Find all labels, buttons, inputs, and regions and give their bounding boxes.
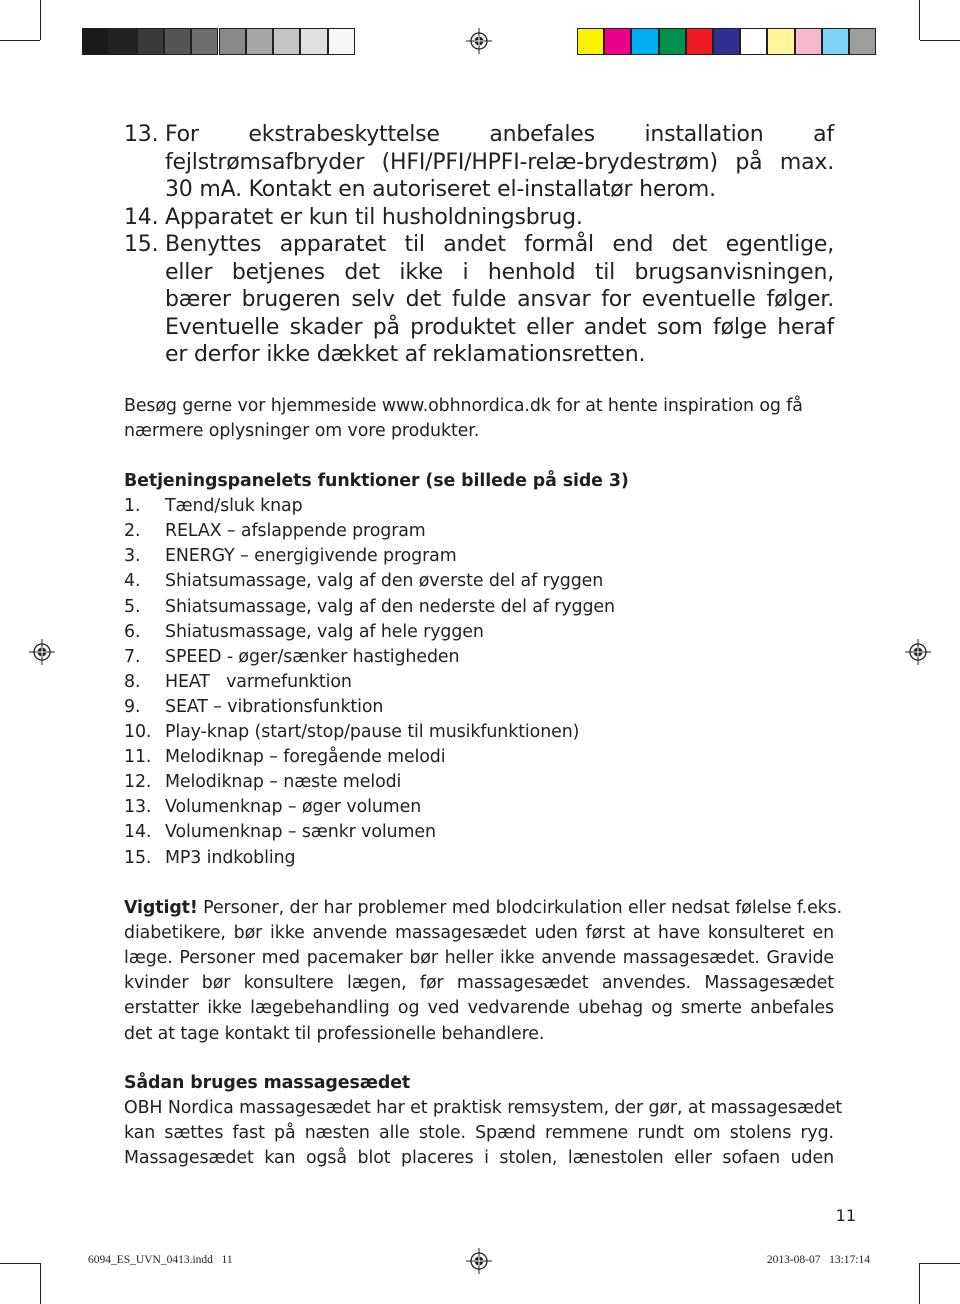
list-number: 10. xyxy=(124,722,152,742)
list-number: 7. xyxy=(124,646,141,667)
gray-swatch xyxy=(82,28,109,55)
crop-mark-top-right-v xyxy=(919,0,920,40)
gray-swatch xyxy=(246,28,273,55)
list-item-text: HEAT varmefunktion xyxy=(165,671,352,692)
list-item-text: Melodiknap – foregående melodi xyxy=(165,747,446,768)
color-swatch xyxy=(686,28,713,55)
color-swatch xyxy=(849,28,876,55)
visit-paragraph xyxy=(124,394,834,446)
list-number: 13. xyxy=(124,122,159,147)
list-item-text: Apparatet er kun til husholdningsbrug. xyxy=(165,204,583,230)
list-item-text: eller betjenes det ikke i henhold til brugsanvisningen, xyxy=(165,259,834,285)
list-item-text: Shiatsumassage, valg af den nederste del af ryggen xyxy=(165,596,615,617)
page-number: 11 xyxy=(835,1206,856,1225)
gray-swatch xyxy=(300,28,327,55)
list-number: 15. xyxy=(124,232,159,257)
crop-mark-bottom-left-v xyxy=(40,1263,41,1304)
list-number: 3. xyxy=(124,546,141,567)
list-item-text: Volumenknap – øger volumen xyxy=(165,797,422,818)
list-number: 13. xyxy=(124,797,152,818)
list-number: 2. xyxy=(124,521,141,542)
list-item-text: Benyttes apparatet til andet formål end det egentlige, xyxy=(165,232,834,257)
paragraph-line: læge. Personer med pacemaker bør heller ikke anvende massagesædet. Gravide xyxy=(124,948,834,969)
paragraph-line xyxy=(124,896,843,921)
color-swatch xyxy=(631,28,658,55)
list-number: 1. xyxy=(124,496,141,517)
registration-mark-icon xyxy=(466,1248,492,1274)
color-swatch xyxy=(713,28,740,55)
gray-swatch xyxy=(164,28,191,55)
gray-swatch xyxy=(219,28,246,55)
registration-mark-icon xyxy=(29,639,55,665)
color-swatch xyxy=(659,28,686,55)
list-item-text: Shiatsumassage, valg af den øverste del af ryggen xyxy=(165,571,604,592)
list-number: 5. xyxy=(124,596,141,617)
list-item-text: Eventuelle skader på produktet eller andet som følge heraf xyxy=(165,314,834,340)
paragraph-line: kvinder bør konsultere lægen, før massagesædet anvendes. Massagesædet xyxy=(124,973,834,994)
crop-mark-bottom-right-v xyxy=(919,1263,920,1304)
gray-swatch xyxy=(109,28,136,55)
usage-section xyxy=(124,1071,843,1173)
warnings-list xyxy=(124,121,834,371)
list-number: 12. xyxy=(124,772,152,793)
color-swatch xyxy=(604,28,631,55)
list-number: 11. xyxy=(124,747,152,768)
list-number: 15. xyxy=(124,847,152,868)
paragraph-line: diabetikere, bør ikke anvende massagesædet uden først at have konsulteret en xyxy=(124,923,834,944)
gray-swatch xyxy=(191,28,218,55)
crop-mark-top-left-v xyxy=(40,0,41,40)
list-item-text: Play-knap (start/stop/pause til musikfunktionen) xyxy=(165,722,580,742)
footer-filename: 6094_ES_UVN_0413.indd 11 xyxy=(88,1254,233,1266)
important-label: Vigtigt! xyxy=(124,898,198,918)
color-swatch xyxy=(740,28,767,55)
registration-mark-icon xyxy=(905,639,931,665)
list-item-text: fejlstrømsafbryder (HFI/PFI/HPFI-relæ-brydestrøm) på max. xyxy=(165,149,834,175)
list-item-text: SEAT – vibrationsfunktion xyxy=(165,696,384,717)
list-item-text: Shiatusmassage, valg af hele ryggen xyxy=(165,621,484,642)
paragraph-line: OBH Nordica massagesædet har et praktisk remsystem, der gør, at massagesædet xyxy=(124,1098,843,1119)
list-item-text: Melodiknap – næste melodi xyxy=(165,772,402,793)
crop-mark-bottom-right-h xyxy=(920,1263,960,1264)
list-item-text: For ekstrabeskyttelse anbefales installation af xyxy=(165,122,834,147)
list-number: 6. xyxy=(124,621,141,642)
color-swatch xyxy=(577,28,604,55)
list-item-text: MP3 indkobling xyxy=(165,847,296,868)
paragraph-line: Besøg gerne vor hjemmeside www.obhnordica.dk for at hente inspiration og få xyxy=(124,396,803,416)
important-paragraph xyxy=(124,896,843,1051)
section-heading: Sådan bruges massagesædet xyxy=(124,1073,411,1093)
control-panel-section xyxy=(124,469,834,874)
color-swatch xyxy=(767,28,794,55)
list-number: 14. xyxy=(124,204,159,230)
list-item-text: Volumenknap – sænkr volumen xyxy=(165,822,436,843)
gray-swatch xyxy=(273,28,300,55)
footer-timestamp: 2013-08-07 13:17:14 xyxy=(766,1254,870,1266)
section-heading: Betjeningspanelets funktioner (se billede på side 3) xyxy=(124,471,629,491)
list-number: 8. xyxy=(124,671,141,692)
important-first-line: Personer, der har problemer med blodcirkulation eller nedsat følelse f.eks. xyxy=(203,898,843,918)
color-swatch xyxy=(822,28,849,55)
list-number: 4. xyxy=(124,571,141,592)
list-item-text: er derfor ikke dækket af reklamationsretten. xyxy=(165,342,646,367)
list-item-text: RELAX – afslappende program xyxy=(165,521,426,542)
paragraph-line: det at tage kontakt til professionelle behandlere. xyxy=(124,1023,545,1044)
list-item-text: 30 mA. Kontakt en autoriseret el-installatør herom. xyxy=(165,177,716,202)
color-swatch xyxy=(795,28,822,55)
list-number: 9. xyxy=(124,696,141,717)
gray-swatch xyxy=(137,28,164,55)
list-number: 14. xyxy=(124,822,152,843)
paragraph-line: erstatter ikke lægebehandling og ved vedvarende ubehag og smerte anbefales xyxy=(124,998,834,1019)
list-item-text: SPEED - øger/sænker hastigheden xyxy=(165,646,460,667)
crop-mark-top-right-h xyxy=(920,40,960,41)
list-item-text: ENERGY – energigivende program xyxy=(165,546,457,567)
paragraph-line: nærmere oplysninger om vore produkter. xyxy=(124,421,480,442)
crop-mark-top-left-h xyxy=(0,40,40,41)
crop-mark-bottom-left-h xyxy=(0,1263,40,1264)
gray-swatch xyxy=(328,28,355,55)
registration-mark-icon xyxy=(466,28,492,54)
paragraph-line: Massagesædet kan også blot placeres i stolen, lænestolen eller sofaen uden xyxy=(124,1148,834,1169)
list-item-text: Tænd/sluk knap xyxy=(165,496,303,517)
paragraph-line: kan sættes fast på næsten alle stole. Spænd remmene rundt om stolens ryg. xyxy=(124,1123,834,1144)
list-item-text: bærer brugeren selv det fulde ansvar for eventuelle følger. xyxy=(165,287,834,312)
